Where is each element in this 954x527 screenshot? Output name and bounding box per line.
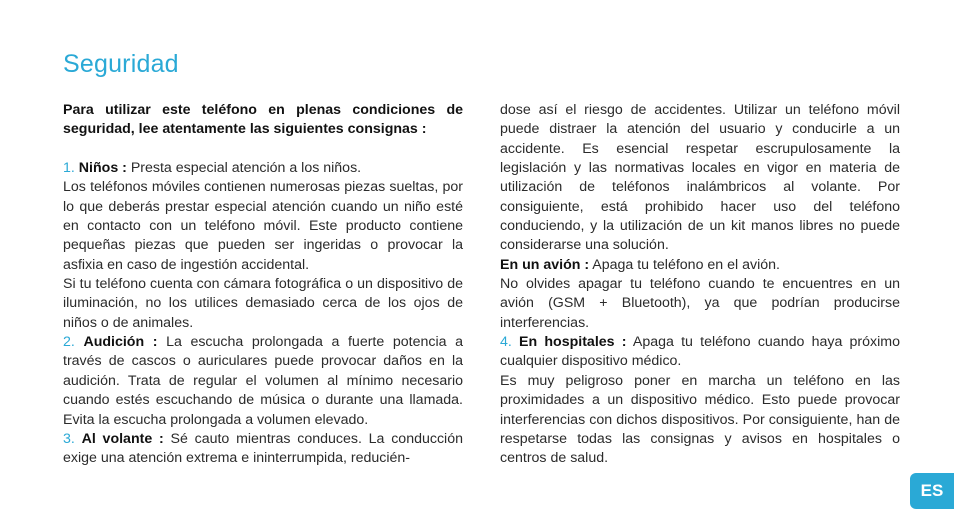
page-title: Seguridad [63, 50, 179, 78]
section-heading: Al volante : [81, 430, 164, 447]
paragraph: Si tu teléfono cuenta con cámara fotográfica o un dispositivo de iluminación, no los utilices demasiado cerca de los ojos de niños o de animales. [63, 276, 463, 331]
paragraph: Los teléfonos móviles contienen numerosas piezas sueltas, por lo que deberás prestar especial atención cuando un niño esté en contacto con un teléfono móvil. Este producto contiene pequeñas piezas que pueden ser ingeridas o provocar la asfixia en caso de ingestión accidental. [63, 179, 463, 273]
section-heading: Audición : [83, 334, 158, 351]
section-driving [63, 430, 463, 469]
paragraph: Es muy peligroso poner en marcha un teléfono en las proximidades a un dispositivo médico. Esto puede provocar interferencias con dichos dispositivos. Por consiguiente, han de respetarse todas las consignas y avisos en hospitales o centros de salud. [500, 372, 900, 467]
section-number: 2. [63, 334, 75, 351]
section-hospitals [500, 333, 900, 372]
paragraph: dose así el riesgo de accidentes. Utilizar un teléfono móvil puede distraer la atención del usuario y conducirle a un accidente. Es esencial respetar escrupulosamente la legislación y las normativas locales en vigor en materia de utilización de teléfonos inalámbricos al volante. Por consiguiente, está prohibido hacer uso del teléfono conduciendo, y la utilización de un kit manos libres no puede considerarse una solución. [500, 102, 900, 254]
spacer [63, 140, 463, 159]
right-column [500, 101, 900, 469]
section-lead: Apaga tu teléfono cuando haya próximo cualquier dispositivo médico. [500, 334, 900, 370]
section-number: 4. [500, 334, 512, 351]
section-heading: Niños : [78, 160, 127, 177]
left-column [63, 101, 463, 469]
section-text: La escucha prolongada a fuerte potencia a través de cascos o auriculares puede provocar daños en la audición. Trata de regular el volumen al mínimo necesario cuando estés escuchando de música o durante una llamada. Evita la escucha prolongada a volumen elevado. [63, 334, 463, 428]
subsection-airplane [500, 256, 900, 275]
section-hearing [63, 333, 463, 430]
paragraph: No olvides apagar tu teléfono cuando te encuentres en un avión (GSM + Bluetooth), ya que podrían producirse interferencias. [500, 276, 900, 331]
section-lead: Apaga tu teléfono en el avión. [589, 256, 780, 273]
section-text: Sé cauto mientras conduces. La conducción exige una atención extrema e ininterrumpida, reducién- [63, 430, 463, 467]
section-children [63, 159, 463, 178]
section-number: 3. [63, 430, 75, 447]
intro-text: Para utilizar este teléfono en plenas condiciones de seguridad, lee atentamente las siguientes consignas : [63, 102, 463, 138]
language-tab: ES [910, 473, 954, 509]
section-number: 1. [63, 160, 75, 177]
section-heading: En hospitales : [519, 334, 627, 351]
section-heading: En un avión : [500, 256, 590, 273]
section-lead: Presta especial atención a los niños. [126, 160, 362, 177]
